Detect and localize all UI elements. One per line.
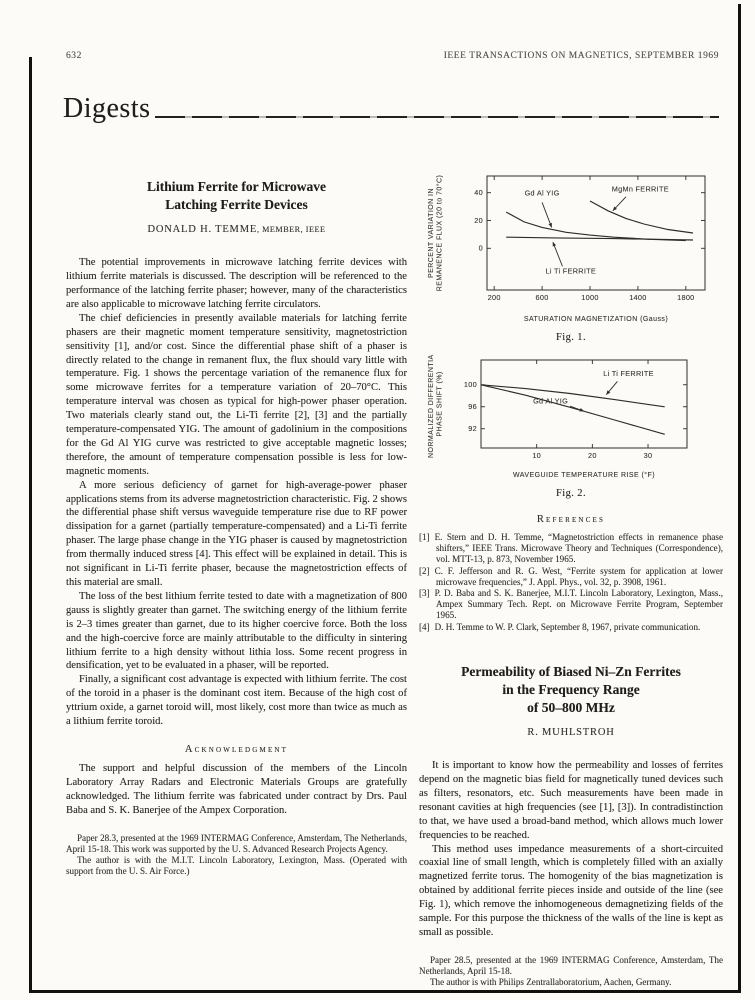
svg-text:20: 20 bbox=[474, 215, 483, 225]
fig2-caption: Fig. 2. bbox=[556, 488, 586, 499]
svg-text:Li Ti FERRITE: Li Ti FERRITE bbox=[603, 368, 654, 378]
fig2-chart bbox=[419, 354, 723, 485]
section-header bbox=[63, 93, 719, 125]
reference-number: [4] bbox=[419, 621, 430, 632]
svg-text:1800: 1800 bbox=[677, 293, 695, 302]
paragraph: This method uses impedance measurements of a short-circuited coaxial line of small length, which is completely filled with an axially magnetized ferrite torus. The homogenity of the bias magnetization is obtained by additional ferrite pieces inside and outside of the line (see Fig. 1), which remove the inhomogeneous demagnetizing fields of the sample. For this purpose the thickness of the walls of the line is kept as small as possible. bbox=[419, 843, 723, 938]
article1-author-affiliation: , MEMBER, IEEE bbox=[257, 225, 326, 235]
scan-border-bottom bbox=[29, 990, 741, 993]
svg-text:30: 30 bbox=[643, 451, 653, 460]
article1-title-line: Lithium Ferrite for Microwave bbox=[146, 179, 327, 194]
reference-text: D. H. Temme to W. P. Clark, September 8, 1967, private communication. bbox=[434, 621, 701, 632]
svg-text:40: 40 bbox=[474, 188, 483, 198]
right-column bbox=[419, 166, 723, 988]
svg-text:20: 20 bbox=[587, 451, 597, 460]
svg-text:10: 10 bbox=[532, 451, 542, 460]
reference-text: P. D. Baba and S. K. Banerjee, M.I.T. Lincoln Laboratory, Lexington, Mass., Ampex Summary Tech. Rept. on Microwave Ferrite Program, September 1965. bbox=[434, 588, 723, 621]
scan-border-left bbox=[29, 57, 32, 993]
footnote-text: The author is with Philips Zentrallaboratorium, Aachen, Germany. bbox=[430, 977, 672, 988]
acknowledgment-heading: Acknowledgment bbox=[184, 743, 289, 755]
article2-footnotes bbox=[419, 955, 723, 989]
journal-title: IEEE TRANSACTIONS ON MAGNETICS, SEPTEMBER 1969 bbox=[443, 51, 719, 61]
svg-text:NORMALIZED DIFFERENTIAL: NORMALIZED DIFFERENTIAL bbox=[428, 354, 435, 458]
svg-text:1400: 1400 bbox=[629, 293, 647, 302]
section-heading: Digests bbox=[63, 93, 151, 124]
svg-text:WAVEGUIDE TEMPERATURE RISE (°F: WAVEGUIDE TEMPERATURE RISE (°F) bbox=[512, 472, 656, 479]
svg-text:92: 92 bbox=[468, 424, 477, 434]
fig1-caption: Fig. 1. bbox=[556, 332, 586, 343]
reference-text: C. F. Jefferson and R. G. West, “Ferrite system for application at lower microwave frequencies,” J. Appl. Phys., vol. 32, p. 3908, 1961. bbox=[434, 565, 723, 587]
footnote-text: Paper 28.3, presented at the 1969 INTERMAG Conference, Amsterdam, The Netherlands, April 15-18. This work was supported by the U. S. Advanced Research Projects Agency. bbox=[66, 832, 407, 854]
svg-text:600: 600 bbox=[535, 293, 549, 302]
article2-title bbox=[419, 663, 723, 717]
references-list bbox=[419, 532, 723, 633]
article1-title-line: Latching Ferrite Devices bbox=[165, 197, 308, 213]
section-rule bbox=[155, 116, 720, 118]
reference-item bbox=[419, 566, 723, 588]
reference-item bbox=[419, 588, 723, 622]
scan-border-right bbox=[738, 4, 741, 993]
svg-text:Li Ti FERRITE: Li Ti FERRITE bbox=[545, 266, 597, 276]
reference-number: [2] bbox=[419, 565, 430, 576]
svg-text:Gd Al YIG: Gd Al YIG bbox=[533, 396, 569, 406]
running-head bbox=[66, 51, 719, 61]
reference-text: E. Stern and D. H. Temme, “Magnetostriction effects in remanence phase shifters,” IEEE Trans. Microwave Theory and Techniques (Correspondence), vol. MTT-13, p. 873, November 1965. bbox=[434, 532, 723, 565]
svg-text:0: 0 bbox=[478, 243, 483, 253]
svg-text:PERCENT VARIATION IN: PERCENT VARIATION IN bbox=[428, 188, 435, 278]
article2-byline bbox=[419, 727, 723, 738]
svg-text:200: 200 bbox=[487, 293, 501, 302]
paragraph: The chief deficiencies in presently available materials for latching ferrite phasers are their magnetic moment temperature sensitivity, magnetostriction sensitivity [1], and/or cost. Since the differential phase shift of a phaser is directly related to the change in remanent flux, the flux should vary little with temperature. Fig. 1 shows the percentage variation of the remanence flux for some microwave ferrites for a temperature variation of 20–70°C. This temperature interval was chosen as typical for high-power phaser operation. Two materials clearly stand out, the Li-Ti ferrite [2], [3] and the partially temperature-compensated YIG. The amount of gadolinium in the compositions for the Gd Al YIG curve was restricted to give acceptable magnetic losses; therefore, the amount of temperature compensation possible is less for low-magnetic moments. bbox=[66, 312, 407, 477]
article2-title-line: of 50–800 MHz bbox=[527, 699, 615, 715]
reference-number: [3] bbox=[419, 588, 430, 599]
article1-author: DONALD H. TEMME bbox=[147, 224, 258, 236]
reference-item bbox=[419, 532, 723, 566]
reference-item bbox=[419, 622, 723, 633]
fig1-chart bbox=[419, 166, 723, 329]
page-number: 632 bbox=[66, 51, 82, 61]
svg-text:100: 100 bbox=[463, 380, 477, 390]
paragraph: It is important to know how the permeability and losses of ferrites depend on the magnetic bias field for magnetically tuned devices such as filters, resonators, etc. Such measurements have been made in resonant cavities at high frequencies (see [1], [3]). In contradistinction to that, we have used a broad-band method, which allows much lower frequencies to be reached. bbox=[419, 760, 723, 841]
svg-text:REMANENCE FLUX (20 to 70°C): REMANENCE FLUX (20 to 70°C) bbox=[436, 174, 444, 292]
article2-author: R. MUHLSTROH bbox=[527, 727, 615, 739]
acknowledgment-text: The support and helpful discussion of the members of the Lincoln Laboratory Array Radars and Electronic Materials Groups are gratefully acknowledged. The lithium ferrite was fabricated under contract by Drs. Paul Baba and S. K. Banerjee of the Ampex Corporation. bbox=[66, 762, 407, 816]
paragraph: A more serious deficiency of garnet for high-average-power phaser applications stems from its adverse magnetostriction characteristic. Fig. 2 shows the differential phase shift versus waveguide temperature rise due to RF power dissipation for a garnet (partially temperature-compensated) and a Li-Ti ferrite phaser. The large phase change in the YIG phaser is caused by magnetostriction from thermally induced stress [4]. This effect will be explained in detail. This is not significant in Li-Ti ferrite phaser, because the magnetostriction effects of this material are small. bbox=[66, 479, 407, 588]
article2-title-line: Permeability of Biased Ni–Zn Ferrites bbox=[461, 663, 681, 679]
article1-byline bbox=[66, 224, 407, 235]
paragraph: Finally, a significant cost advantage is expected with lithium ferrite. The cost of the toroid in a phaser is the dominant cost item. Because of the high cost of yttrium oxide, a garnet toroid will, most likely, cost more than twice as much as a lithium ferrite toroid. bbox=[66, 674, 407, 728]
paragraph: The potential improvements in microwave latching ferrite devices with lithium ferrite materials is discussed. The description will be referenced to the performance of the latching ferrite phaser; however, many of the characteristics are also applicable to microwave latching ferrite circulators. bbox=[66, 257, 407, 310]
svg-text:96: 96 bbox=[468, 402, 477, 412]
svg-text:PHASE SHIFT (%): PHASE SHIFT (%) bbox=[436, 371, 444, 437]
left-column bbox=[66, 172, 407, 877]
reference-number: [1] bbox=[419, 532, 430, 542]
references-heading: References bbox=[536, 514, 606, 525]
article1-title bbox=[66, 178, 407, 214]
article2-title-line: in the Frequency Range bbox=[502, 681, 640, 697]
svg-text:SATURATION MAGNETIZATION (Gaus: SATURATION MAGNETIZATION (Gauss) bbox=[523, 316, 669, 323]
svg-text:1000: 1000 bbox=[581, 293, 599, 302]
paragraph: The loss of the best lithium ferrite tested to date with a magnetization of 800 gauss is slightly greater than garnet. The switching energy of the lithium ferrite is 2–3 times greater than garnet, due to its higher coercive force. Both the loss and the high-coercive force are mainly attributable to the difficulty in sintering lithium ferrite to a high density without lithia loss. Some recent progress in densification, yet to be evaluated in a phaser, will be reported. bbox=[66, 590, 407, 672]
article1-footnotes bbox=[66, 833, 407, 878]
footnote-text: The author is with the M.I.T. Lincoln Laboratory, Lexington, Mass. (Operated with support from the U. S. Air Force.) bbox=[66, 855, 407, 877]
footnote-text: Paper 28.5, presented at the 1969 INTERMAG Conference, Amsterdam, The Netherlands, April 15-18. bbox=[419, 954, 723, 977]
svg-text:Gd Al YIG: Gd Al YIG bbox=[524, 188, 560, 198]
svg-text:MgMn FERRITE: MgMn FERRITE bbox=[611, 184, 669, 194]
